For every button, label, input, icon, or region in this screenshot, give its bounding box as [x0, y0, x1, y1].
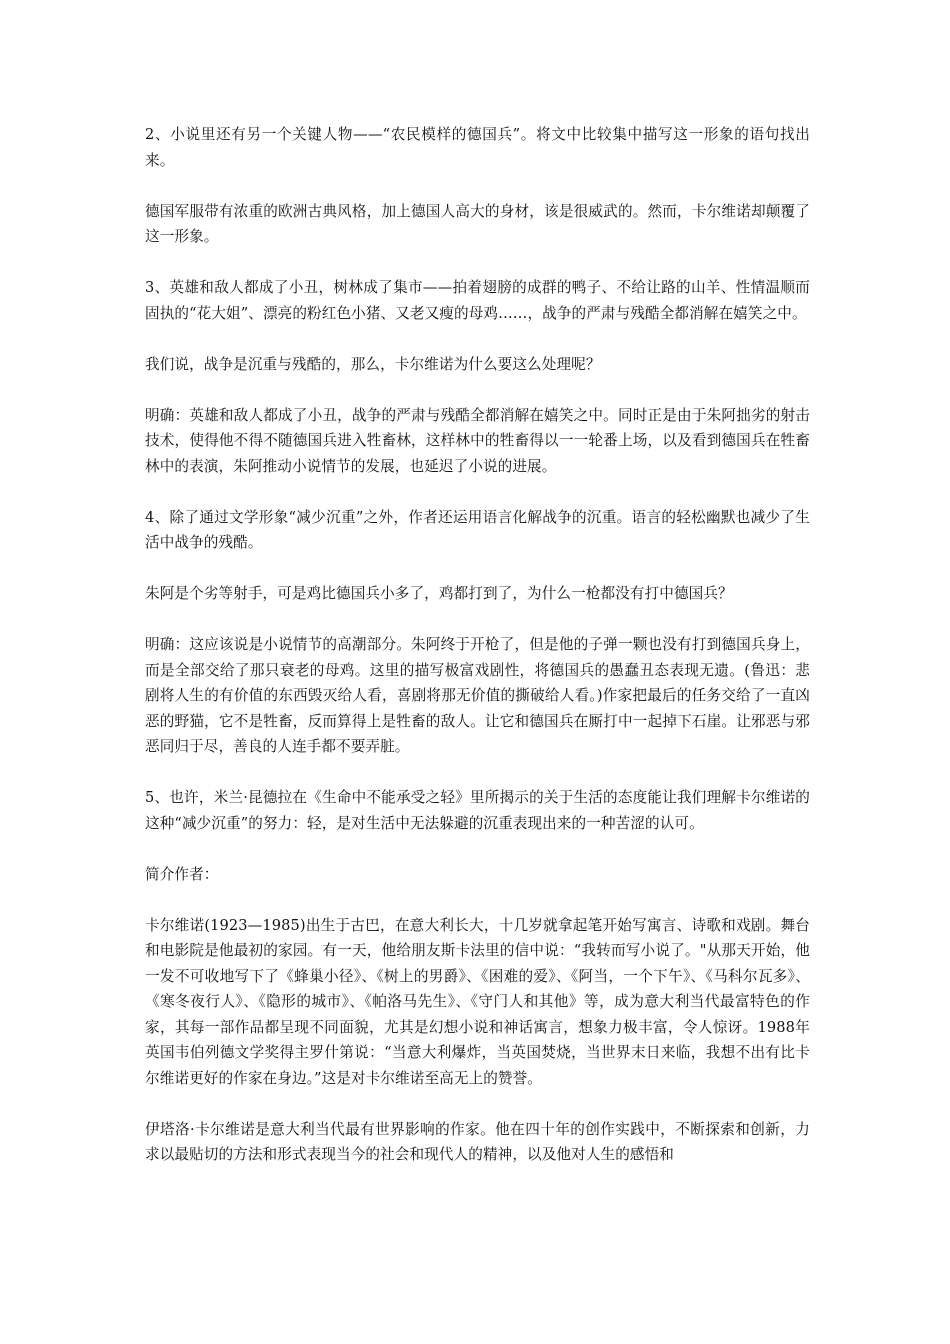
paragraph-question-5: 5、也许，米兰·昆德拉在《生命中不能承受之轻》里所揭示的关于生活的态度能让我们理解卡尔维诺的这种“减少沉重”的努力：轻，是对生活中无法躲避的沉重表现出来的一种苦涩的认可。 [145, 789, 810, 832]
paragraph-author-bio: 卡尔维诺(1923—1985)出生于古巴，在意大利长大，十几岁就拿起笔开始写寓言、诗歌和戏剧。舞台和电影院是他最初的家园。有一天，他给朋友斯卡法里的信中说：“我转而写小说了。"从那天开始，他一发不可收地写下了《蜂巢小径》、《树上的男爵》、《困难的爱》、《阿当，一个下午》、《马科尔瓦多》、《寒冬夜行人》、《隐形的城市》、《帕洛马先生》、《守门人和其他》等，成为意大利当代最富特色的作家，其每一部作品都呈现不同面貌，尤其是幻想小说和神话寓言，想象力极丰富，令人惊讶。1988年英国韦伯列德文学奖得主罗什第说：“当意大利爆炸，当英国焚烧，当世界末日来临，我想不出有比卡尔维诺更好的作家在身边。”这是对卡尔维诺至高无上的赞誉。 [145, 916, 810, 1087]
paragraph-answer-4: 明确：这应该说是小说情节的高潮部分。朱阿终于开枪了，但是他的子弹一颗也没有打到德国兵身上，而是全部交给了那只衰老的母鸡。这里的描写极富戏剧性，将德国兵的愚蠢丑态表现无遗。(鲁迅：悲剧将人生的有价值的东西毁灭给人看，喜剧将那无价值的撕破给人看。)作家把最后的任务交给了一直凶恶的野猫，它不是牲畜，反而算得上是牲畜的敌人。让它和德国兵在厮打中一起掉下石崖。让邪恶与邪恶同归于尽，善良的人连手都不要弄脏。 [145, 636, 810, 755]
paragraph-shooter-question: 朱阿是个劣等射手，可是鸡比德国兵小多了，鸡都打到了，为什么一枪都没有打中德国兵？ [145, 585, 733, 602]
section-heading-author: 简介作者： [145, 865, 219, 883]
document-body [145, 122, 810, 1193]
paragraph-war-question: 我们说，战争是沉重与残酷的，那么，卡尔维诺为什么要这么处理呢？ [145, 355, 601, 373]
paragraph-answer-3: 明确：英雄和敌人都成了小丑，战争的严肃与残酷全都消解在嬉笑之中。同时正是由于朱阿拙劣的射击技术，使得他不得不随德国兵进入牲畜林，这样林中的牲畜得以一一轮番上场，以及看到德国兵在牲畜林中的表演，朱阿推动小说情节的发展，也延迟了小说的进展。 [145, 406, 810, 475]
paragraph-author-summary: 伊塔洛·卡尔维诺是意大利当代最有世界影响的作家。他在四十年的创作实践中，不断探索和创新，力求以最贴切的方法和形式表现当今的社会和现代人的精神，以及他对人生的感悟和 [145, 1120, 810, 1163]
paragraph-question-4: 4、除了通过文学形象“减少沉重”之外，作者还运用语言化解战争的沉重。语言的轻松幽默也减少了生活中战争的残酷。 [145, 508, 810, 551]
paragraph-question-3: 3、英雄和敌人都成了小丑，树林成了集市——拍着翅膀的成群的鸭子、不给让路的山羊、性情温顺而固执的“花大姐”、漂亮的粉红色小猪、又老又瘦的母鸡……，战争的严肃与残酷全都消解在嬉笑之中。 [145, 279, 810, 322]
paragraph-question-2: 2、小说里还有另一个关键人物——“农民模样的德国兵”。将文中比较集中描写这一形象的语句找出来。 [145, 126, 810, 169]
paragraph-german-uniform: 德国军服带有浓重的欧洲古典风格，加上德国人高大的身材，该是很威武的。然而，卡尔维诺却颠覆了这一形象。 [145, 202, 810, 245]
